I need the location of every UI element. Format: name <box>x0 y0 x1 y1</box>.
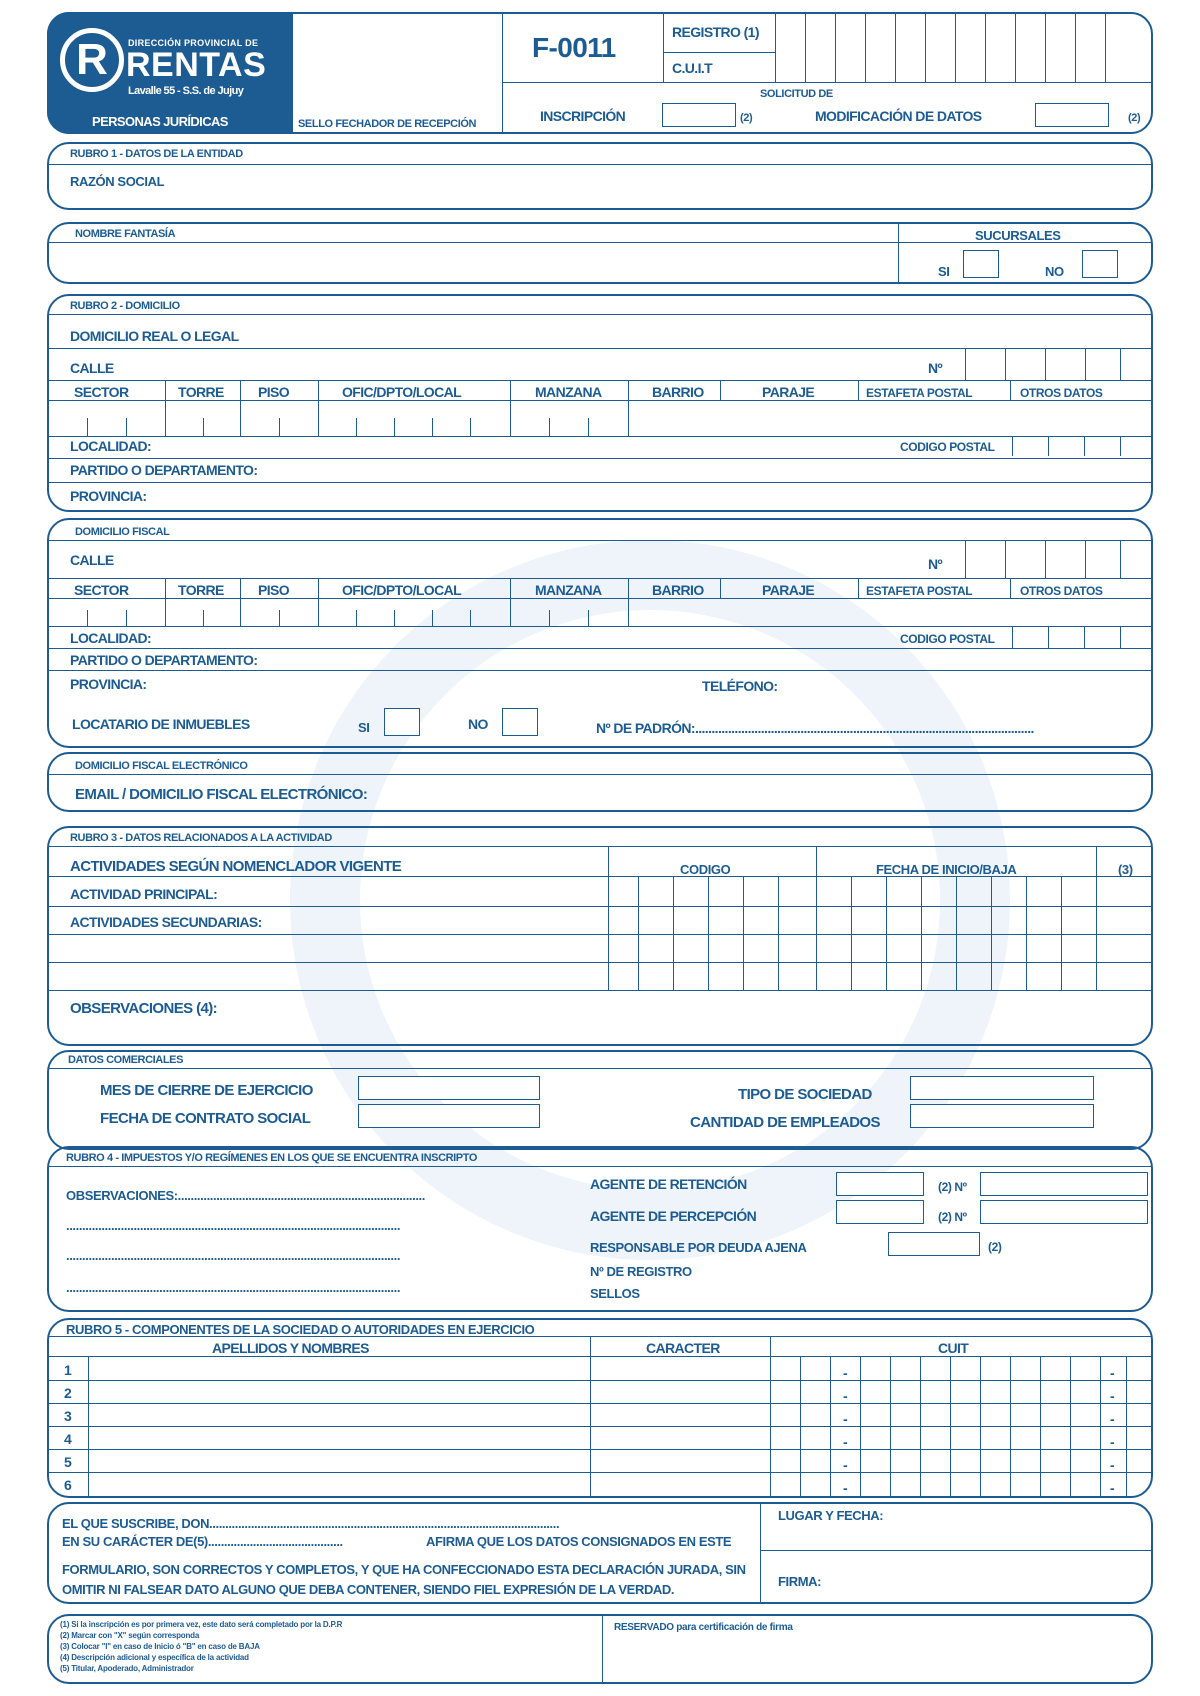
cuit-cell <box>890 1356 891 1498</box>
fiscal-cell-tick <box>588 610 589 626</box>
locatario-si-checkbox[interactable] <box>384 708 420 736</box>
fiscal-col-div <box>240 578 241 626</box>
sucursales-si-label: SI <box>938 264 950 279</box>
codigo-cell <box>708 876 709 990</box>
declaracion-line2a: EN SU CARÁCTER DE(5).......................................... <box>62 1534 343 1549</box>
cuit-cell <box>830 1356 831 1498</box>
fiscal-col-div <box>720 578 721 598</box>
registro-cells-left <box>775 12 776 82</box>
codigo-cell <box>673 876 674 990</box>
deuda-field[interactable] <box>888 1232 980 1256</box>
locatario-label: LOCATARIO DE INMUEBLES <box>72 716 250 732</box>
fiscal-cell-tick <box>126 610 127 626</box>
declaracion-line4: OMITIR NI FALSEAR DATO ALGUNO QUE DEBA CONTENER, SIENDO FIEL EXPRESIÓN DE LA VERDAD. <box>62 1582 675 1597</box>
fiscal-nro-label: Nº <box>928 556 943 572</box>
rubro5-row-line <box>49 1449 1151 1450</box>
real-col-div <box>510 380 511 436</box>
logo-letter: R <box>76 35 108 84</box>
act-row-line <box>49 906 1151 907</box>
reg-cell-divider <box>895 12 896 82</box>
fiscal-cell-tick <box>203 610 204 626</box>
real-col-torre: TORRE <box>178 384 224 400</box>
real-cell-tick <box>588 418 589 436</box>
fiscal-calle-label: CALLE <box>70 552 114 568</box>
rubro4-title: RUBRO 4 - IMPUESTOS Y/O REGÍMENES EN LOS QUE SE ENCUENTRA INSCRIPTO <box>66 1152 478 1164</box>
fiscal-nro-cell <box>1045 540 1046 578</box>
modificacion-checkbox[interactable] <box>1035 103 1109 127</box>
code-bottom <box>502 82 1153 83</box>
fiscal-col-div <box>318 578 319 626</box>
fiscal-nro-cell <box>1120 540 1121 578</box>
cuit-cell <box>920 1356 921 1498</box>
rubro1-band <box>49 164 1151 165</box>
real-col-div <box>165 380 166 436</box>
rubro3-note3: (3) <box>1118 862 1133 877</box>
fiscal-band <box>49 540 1151 541</box>
telefono-label: TELÉFONO: <box>702 678 778 694</box>
fiscal-cell-tick <box>432 610 433 626</box>
tipo-sociedad-label: TIPO DE SOCIEDAD <box>738 1086 872 1103</box>
mes-cierre-field[interactable] <box>358 1076 540 1100</box>
fecha-contrato-field[interactable] <box>358 1104 540 1128</box>
rubro5-num-col <box>88 1356 89 1498</box>
real-nro-label: Nº <box>928 360 943 376</box>
footer-note-5: (5) Titular, Apoderado, Administrador <box>60 1664 194 1673</box>
fecha-label: FECHA DE INICIO/BAJA <box>876 862 1017 877</box>
reg-cell-divider <box>805 12 806 82</box>
principal-label: ACTIVIDAD PRINCIPAL: <box>70 886 218 902</box>
rubro4-dots-1: ........................................................................................................ <box>66 1218 401 1233</box>
real-cp-cell <box>1084 436 1085 456</box>
fiscal-col-div <box>858 578 859 598</box>
fiscal-provincia-label: PROVINCIA: <box>70 676 147 692</box>
rubro3-header-line <box>49 876 1151 877</box>
cuit-dash: - <box>1110 1388 1115 1404</box>
real-cell-tick <box>279 418 280 436</box>
electronico-title: DOMICILIO FISCAL ELECTRÓNICO <box>75 760 248 772</box>
empleados-field[interactable] <box>910 1104 1094 1128</box>
rubro5-row-line <box>49 1426 1151 1427</box>
rubro5-row-2: 2 <box>64 1385 72 1401</box>
footer-divider <box>602 1614 603 1684</box>
fecha-cell <box>956 876 957 990</box>
fiscal-cell-tick <box>394 610 395 626</box>
comerciales-box <box>47 1050 1153 1150</box>
real-nro-cell <box>1085 348 1086 380</box>
fiscal-cell-tick <box>549 610 550 626</box>
footer-note-4: (4) Descripción adicional y específica de la actividad <box>60 1653 249 1662</box>
rubro5-row-1: 1 <box>64 1362 72 1378</box>
inscripcion-label: INSCRIPCIÓN <box>540 108 626 124</box>
real-cp-cell <box>1048 436 1049 456</box>
fecha-cell <box>991 876 992 990</box>
sucursales-no-checkbox[interactable] <box>1082 250 1118 278</box>
cuit-dash: - <box>1110 1480 1115 1496</box>
real-col-sector: SECTOR <box>74 384 129 400</box>
fiscal-partido-line <box>49 670 1151 671</box>
real-cell-tick <box>87 418 88 436</box>
fiscal-title: DOMICILIO FISCAL <box>75 526 170 538</box>
real-cell-tick <box>432 418 433 436</box>
real-header-row <box>49 380 1151 381</box>
electronico-band <box>49 774 1151 775</box>
cuit-dash: - <box>843 1480 848 1496</box>
cuit-dash: - <box>1110 1411 1115 1427</box>
logo-big-text: RENTAS <box>126 46 267 84</box>
code-divider <box>663 12 664 82</box>
fiscal-col-otros: OTROS DATOS <box>1020 584 1103 598</box>
real-cell-tick <box>470 418 471 436</box>
locatario-si-label: SI <box>358 720 370 735</box>
cuit-dash: - <box>1110 1365 1115 1381</box>
fiscal-cp-cell <box>1048 626 1049 648</box>
codigo-cell <box>638 876 639 990</box>
act-row-line <box>49 962 1151 963</box>
rubro5-row-4: 4 <box>64 1431 72 1447</box>
reg-cell-divider <box>985 12 986 82</box>
fiscal-col-sector: SECTOR <box>74 582 129 598</box>
rubro3-band <box>49 846 1151 847</box>
fiscal-nro-cell <box>1005 540 1006 578</box>
cuit-cell <box>1040 1356 1041 1498</box>
real-nro-cell <box>1045 348 1046 380</box>
fiscal-cp-cell <box>1084 626 1085 648</box>
cuit-dash: - <box>843 1457 848 1473</box>
cuit-label: C.U.I.T <box>672 60 713 76</box>
fecha-cell <box>886 876 887 990</box>
fantasia-title: NOMBRE FANTASÍA <box>75 228 176 240</box>
locatario-no-label: NO <box>468 716 488 732</box>
real-calle-label: CALLE <box>70 360 114 376</box>
fiscal-col-div <box>510 578 511 626</box>
real-col-paraje: PARAJE <box>762 384 815 400</box>
fiscal-col-div <box>165 578 166 626</box>
real-col-otros: OTROS DATOS <box>1020 386 1103 400</box>
domicilio-real-label: DOMICILIO REAL O LEGAL <box>70 328 239 344</box>
real-nro-cell <box>1120 348 1121 380</box>
codigo-cell <box>743 876 744 990</box>
lugar-fecha-label: LUGAR Y FECHA: <box>778 1508 884 1523</box>
fiscal-col-barrio: BARRIO <box>652 582 704 598</box>
rubro5-row-6: 6 <box>64 1477 72 1493</box>
real-localidad-label: LOCALIDAD: <box>70 438 152 454</box>
real-cell-tick <box>549 418 550 436</box>
fecha-cell <box>851 876 852 990</box>
registro-line <box>663 52 775 53</box>
sello-fechador: SELLO FECHADOR DE RECEPCIÓN <box>298 118 477 130</box>
fiscal-col-torre: TORRE <box>178 582 224 598</box>
real-row-line <box>49 348 1151 349</box>
real-cols-row <box>49 400 1151 401</box>
fiscal-cells-row <box>49 626 1151 627</box>
inscripcion-checkbox[interactable] <box>662 103 736 127</box>
rubro5-cuit-col <box>770 1336 771 1498</box>
firma-label: FIRMA: <box>778 1574 822 1589</box>
footer-note-2: (2) Marcar con "X" según corresponda <box>60 1631 200 1640</box>
personas-juridicas: PERSONAS JURÍDICAS <box>92 114 228 129</box>
act-row-line <box>49 990 1151 991</box>
fecha-cell <box>1026 876 1027 990</box>
cuit-cell <box>1126 1356 1127 1498</box>
logo-address: Lavalle 55 - S.S. de Jujuy <box>128 85 244 97</box>
real-cell-tick <box>203 418 204 436</box>
real-partido-label: PARTIDO O DEPARTAMENTO: <box>70 462 258 478</box>
deuda-label: RESPONSABLE POR DEUDA AJENA <box>590 1240 807 1255</box>
sucursales-no-label: NO <box>1045 264 1064 279</box>
codigo-col-div <box>608 846 609 990</box>
declaracion-line1: EL QUE SUSCRIBE, DON............................................................................................................. <box>62 1516 560 1531</box>
fecha-col-div <box>816 846 817 990</box>
cuit-dash: - <box>843 1365 848 1381</box>
real-col-piso: PISO <box>258 384 290 400</box>
comerciales-band <box>49 1068 1151 1069</box>
logo-r-circle-icon <box>60 28 124 92</box>
reservado-label: RESERVADO para certificación de firma <box>614 1622 793 1633</box>
real-cell-tick <box>394 418 395 436</box>
retencion-nro-field[interactable] <box>980 1172 1148 1196</box>
rubro5-caracter-col <box>590 1336 591 1498</box>
codigo-label: CODIGO <box>680 862 731 877</box>
real-cell-tick <box>356 418 357 436</box>
cuit-dash: - <box>843 1434 848 1450</box>
real-col-div <box>318 380 319 436</box>
real-col-barrio: BARRIO <box>652 384 704 400</box>
fiscal-col-div <box>1010 578 1011 598</box>
deuda-note: (2) <box>988 1240 1002 1254</box>
fiscal-loc-line <box>49 648 1151 649</box>
fiscal-col-piso: PISO <box>258 582 290 598</box>
sucursales-divider <box>898 222 899 284</box>
rubro2-title: RUBRO 2 - DOMICILIO <box>70 300 180 312</box>
fiscal-header-row <box>49 578 1151 579</box>
rubro5-row-5: 5 <box>64 1454 72 1470</box>
fiscal-localidad-label: LOCALIDAD: <box>70 630 152 646</box>
nro-registro-label: Nº DE REGISTRO <box>590 1264 692 1279</box>
fiscal-cell-tick <box>470 610 471 626</box>
cuit-dash: - <box>1110 1457 1115 1473</box>
tipo-sociedad-field[interactable] <box>910 1076 1094 1100</box>
real-col-ofic: OFIC/DPTO/LOCAL <box>342 384 462 400</box>
real-col-div <box>628 380 629 436</box>
fiscal-cell-tick <box>87 610 88 626</box>
fiscal-partido-label: PARTIDO O DEPARTAMENTO: <box>70 652 258 668</box>
reg-cell-divider <box>1105 12 1106 82</box>
rubro4-observaciones: OBSERVACIONES:............................................................................. <box>66 1188 425 1203</box>
rubro5-row-line <box>49 1403 1151 1404</box>
inscripcion-note: (2) <box>740 112 753 124</box>
declaracion-divider <box>760 1502 761 1604</box>
cuit-dash: - <box>843 1411 848 1427</box>
rubro2-real-box <box>47 294 1153 512</box>
fiscal-cols-row <box>49 598 1151 599</box>
cuit-header: CUIT <box>938 1340 969 1356</box>
declaracion-line3: FORMULARIO, SON CORRECTOS Y COMPLETOS, Y QUE HA CONFECCIONADO ESTA DECLARACIÓN JURADA, SIN <box>62 1562 746 1577</box>
fecha-cell <box>921 876 922 990</box>
real-cell-tick <box>126 418 127 436</box>
logo-small-text: DIRECCIÓN PROVINCIAL DE <box>128 38 259 48</box>
fiscal-col-estafeta: ESTAFETA POSTAL <box>866 584 973 598</box>
fecha-cell <box>1061 876 1062 990</box>
fiscal-nro-cell <box>1085 540 1086 578</box>
fiscal-cp-label: CODIGO POSTAL <box>900 632 995 646</box>
fiscal-cp-cell <box>1120 626 1121 648</box>
fiscal-cell-tick <box>279 610 280 626</box>
note-col-div <box>1096 846 1097 876</box>
real-nro-cell <box>1005 348 1006 380</box>
razon-social-label: RAZÓN SOCIAL <box>70 174 165 189</box>
rubro2-band <box>49 314 1151 315</box>
rubro4-dots-2: ........................................................................................................ <box>66 1248 401 1263</box>
declaracion-line2b: AFIRMA QUE LOS DATOS CONSIGNADOS EN ESTE <box>426 1534 732 1549</box>
email-label: EMAIL / DOMICILIO FISCAL ELECTRÓNICO: <box>75 786 368 803</box>
retencion-field[interactable] <box>836 1172 924 1196</box>
cuit-cell <box>860 1356 861 1498</box>
sucursales-title: SUCURSALES <box>975 228 1061 243</box>
solicitud-label: SOLICITUD DE <box>760 88 833 100</box>
caracter-header: CARACTER <box>646 1340 720 1356</box>
real-partido-line <box>49 482 1151 483</box>
act-row-line <box>49 934 1151 935</box>
cuit-cell <box>1070 1356 1071 1498</box>
real-col-div <box>720 380 721 400</box>
real-col-div <box>1010 380 1011 400</box>
real-col-div <box>240 380 241 436</box>
footer-note-1: (1) Si la inscripción es por primera vez, este dato será completado por la D.P.R <box>60 1620 343 1629</box>
reg-cell-divider <box>1015 12 1016 82</box>
percepcion-nro-field[interactable] <box>980 1200 1148 1224</box>
empleados-label: CANTIDAD DE EMPLEADOS <box>690 1114 880 1131</box>
fiscal-nro-cell <box>965 540 966 578</box>
comerciales-title: DATOS COMERCIALES <box>68 1054 184 1066</box>
actividades-label: ACTIVIDADES SEGÚN NOMENCLADOR VIGENTE <box>70 858 402 875</box>
fecha-cell <box>1096 876 1097 990</box>
header-divider <box>502 12 503 134</box>
fiscal-col-ofic: OFIC/DPTO/LOCAL <box>342 582 462 598</box>
cuit-cell <box>980 1356 981 1498</box>
cuit-cell <box>1100 1356 1101 1498</box>
rubro5-header-line <box>49 1356 1151 1357</box>
retencion-label: AGENTE DE RETENCIÓN <box>590 1176 747 1192</box>
real-nro-cell <box>965 348 966 380</box>
fiscal-col-div <box>628 578 629 626</box>
percepcion-label: AGENTE DE PERCEPCIÓN <box>590 1208 757 1224</box>
reg-cell-divider <box>1045 12 1046 82</box>
rubro5-row-line <box>49 1472 1151 1473</box>
real-loc-line <box>49 458 1151 459</box>
fiscal-cell-tick <box>356 610 357 626</box>
rubro3-observaciones: OBSERVACIONES (4): <box>70 1000 218 1017</box>
lugar-divider <box>760 1550 1153 1551</box>
rubro4-dots-3: ........................................................................................................ <box>66 1280 401 1295</box>
locatario-no-checkbox[interactable] <box>502 708 538 736</box>
footer-note-3: (3) Colocar "I" en caso de Inicio ó "B" en caso de BAJA <box>60 1642 260 1651</box>
real-cp-cell <box>1120 436 1121 456</box>
cuit-dash: - <box>1110 1434 1115 1450</box>
cuit-cell <box>1010 1356 1011 1498</box>
rubro5-row-line <box>49 1380 1151 1381</box>
real-col-estafeta: ESTAFETA POSTAL <box>866 386 973 400</box>
rubro1-title: RUBRO 1 - DATOS DE LA ENTIDAD <box>70 148 243 160</box>
reg-cell-divider <box>865 12 866 82</box>
modificacion-label: MODIFICACIÓN DE DATOS <box>815 108 982 124</box>
fiscal-col-manzana: MANZANA <box>535 582 602 598</box>
rubro4-band <box>49 1166 1151 1167</box>
cuit-cell <box>950 1356 951 1498</box>
retencion-n2: (2) Nº <box>938 1180 967 1194</box>
modificacion-note: (2) <box>1128 112 1141 124</box>
registro-label: REGISTRO (1) <box>672 24 759 40</box>
real-cp-cell <box>1012 436 1013 456</box>
real-provincia-label: PROVINCIA: <box>70 488 147 504</box>
sellos-label: SELLOS <box>590 1286 640 1301</box>
cuit-dash: - <box>843 1388 848 1404</box>
form-code: F-0011 <box>532 32 616 63</box>
percepcion-field[interactable] <box>836 1200 924 1224</box>
percepcion-n2: (2) Nº <box>938 1210 967 1224</box>
fecha-contrato-label: FECHA DE CONTRATO SOCIAL <box>100 1110 311 1127</box>
fiscal-cp-cell <box>1012 626 1013 648</box>
real-col-div <box>858 380 859 400</box>
sucursales-si-checkbox[interactable] <box>963 250 999 278</box>
reg-cell-divider <box>925 12 926 82</box>
padron-label: Nº DE PADRÓN:....................................................................................................... <box>596 720 1034 736</box>
fiscal-col-paraje: PARAJE <box>762 582 815 598</box>
apellidos-header: APELLIDOS Y NOMBRES <box>212 1340 369 1356</box>
rubro3-title: RUBRO 3 - DATOS RELACIONADOS A LA ACTIVIDAD <box>70 832 332 844</box>
mes-cierre-label: MES DE CIERRE DE EJERCICIO <box>100 1082 313 1099</box>
codigo-cell <box>778 876 779 990</box>
reg-cell-divider <box>955 12 956 82</box>
reg-cell-divider <box>835 12 836 82</box>
rubro5-title: RUBRO 5 - COMPONENTES DE LA SOCIEDAD O AUTORIDADES EN EJERCICIO <box>66 1322 535 1337</box>
real-cells-row <box>49 436 1151 437</box>
real-col-manzana: MANZANA <box>535 384 602 400</box>
reg-cell-divider <box>1075 12 1076 82</box>
real-cp-label: CODIGO POSTAL <box>900 440 995 454</box>
rubro5-row-3: 3 <box>64 1408 72 1424</box>
secundarias-label: ACTIVIDADES SECUNDARIAS: <box>70 914 262 930</box>
cuit-cell <box>800 1356 801 1498</box>
